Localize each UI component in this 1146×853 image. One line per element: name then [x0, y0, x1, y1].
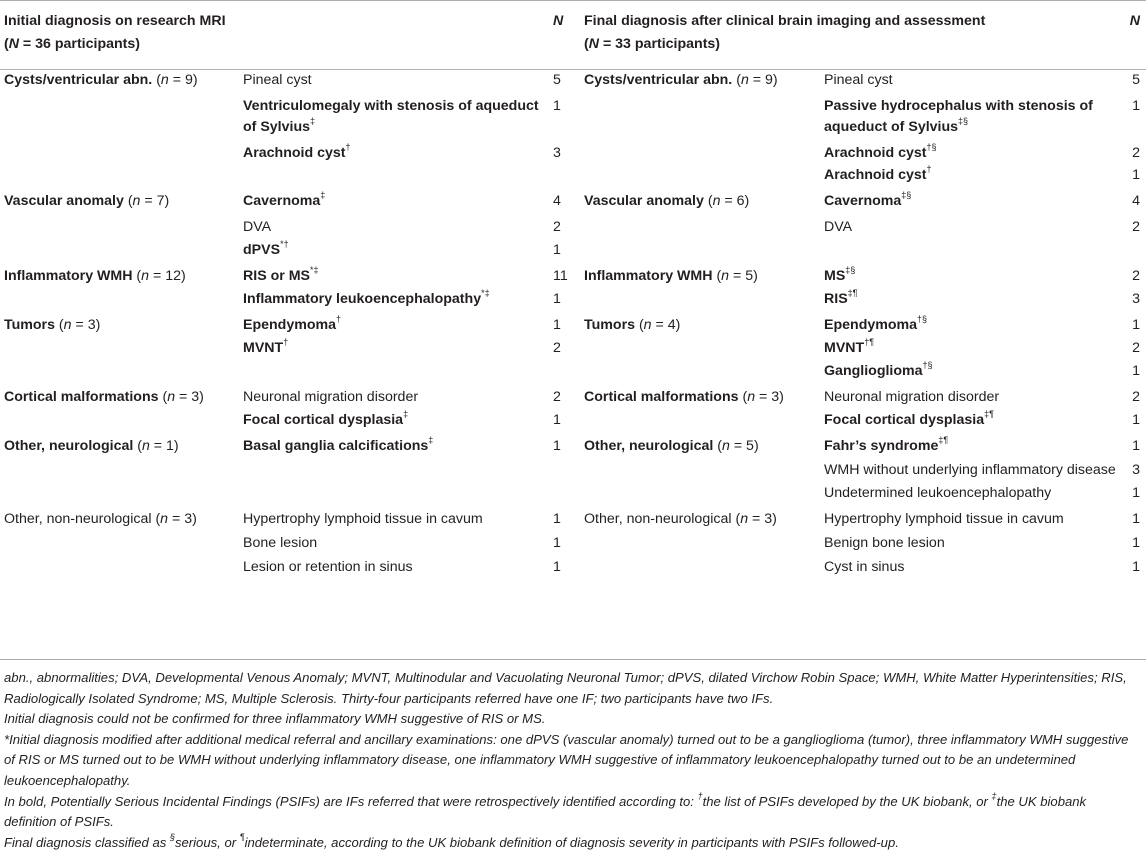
right-count-cell: 2	[1132, 268, 1141, 284]
left-category-count: 3	[87, 317, 96, 333]
right-diagnosis-cell	[824, 63, 1120, 91]
table-row	[0, 359, 1146, 382]
left-diagnosis-label: Ventriculomegaly with stenosis of aqueduct of Sylvius	[243, 98, 539, 135]
footnote-severity: Final diagnosis classified as §serious, or ¶indeterminate, according to the UK biobank definition of diagnosis severity in participants with PSIFs followed-up.	[4, 832, 899, 850]
left-diagnosis-footnote-mark: *‡	[481, 288, 490, 299]
right-diagnosis-cell	[824, 457, 1120, 481]
left-category-cell: Cysts/ventricular abn. (n = 9)	[4, 72, 198, 88]
right-diagnosis-label: Arachnoid cyst	[824, 167, 927, 183]
right-category-count: 9	[765, 72, 773, 88]
right-diagnosis-label: Benign bone lesion	[824, 535, 945, 551]
right-diagnosis-footnote-mark: ‡§	[901, 190, 912, 201]
right-diagnosis-label: Hypertrophy lymphoid tissue in cavum	[824, 511, 1064, 527]
left-category-cell	[0, 530, 243, 554]
right-category-label: Other, neurological	[584, 438, 714, 454]
left-diagnosis-footnote-mark: ‡	[310, 116, 316, 127]
right-diagnosis-cell	[824, 91, 1120, 138]
left-diagnosis-cell	[243, 63, 553, 91]
right-category-cell	[584, 164, 824, 186]
footnote-abbreviations: abn., abnormalities; DVA, Developmental Venous Anomaly; MVNT, Multinodular and Vacuolating Neuronal Tumor; dPVS, dilated Virchow Robin Space; WMH, White Matter Hyperintensities; RIS, Radiologically Isolated Syndrome; MS, Multiple Sclerosis. Thirty-four participants referred have one IF; two participants have two IFs.	[4, 670, 1127, 706]
right-diagnosis-cell	[824, 359, 1120, 382]
left-category-cell	[0, 164, 243, 186]
left-count-cell: 2	[553, 219, 561, 235]
right-diagnosis-cell	[824, 186, 1120, 212]
right-count-cell: 3	[1132, 462, 1141, 478]
left-diagnosis-label: Bone lesion	[243, 535, 318, 551]
right-diagnosis-footnote-mark: †§	[926, 142, 937, 153]
right-category-cell	[584, 336, 824, 359]
table-row	[0, 310, 1146, 336]
left-count-cell: 1	[553, 511, 561, 527]
table-row	[0, 91, 1146, 138]
left-diagnosis-label: Inflammatory leukoencephalopathy	[243, 291, 482, 307]
left-category-label: Inflammatory WMH	[4, 268, 133, 284]
right-diagnosis-cell	[824, 164, 1120, 186]
left-category-cell	[0, 481, 243, 504]
left-count-cell: 1	[553, 317, 561, 333]
right-diagnosis-cell	[824, 408, 1120, 431]
left-diagnosis-label: RIS or MS	[243, 268, 311, 284]
right-category-label: Cortical malformations	[584, 389, 739, 405]
right-diagnosis-label: Fahr’s syndrome	[824, 438, 939, 454]
right-category-label: Vascular anomaly	[584, 193, 704, 209]
table-row	[0, 212, 1146, 238]
right-count-cell: 2	[1132, 340, 1141, 356]
left-category-cell	[0, 359, 243, 382]
right-count-cell: 2	[1132, 145, 1141, 161]
left-diagnosis-footnote-mark: *‡	[310, 265, 319, 276]
left-count-cell: 5	[553, 72, 561, 88]
right-count-cell: 1	[1132, 535, 1141, 551]
left-diagnosis-footnote-mark: *†	[280, 239, 289, 250]
right-category-count: 5	[745, 268, 754, 284]
table-row	[0, 554, 1146, 578]
left-diagnosis-cell	[243, 310, 553, 336]
left-diagnosis-footnote-mark: †	[336, 314, 342, 325]
right-count-cell: 1	[1132, 559, 1141, 575]
right-header-title: Final diagnosis after clinical brain imaging and assessment (N = 33 participants)	[584, 13, 986, 52]
right-count-cell: 1	[1132, 98, 1141, 114]
right-diagnosis-label: Passive hydrocephalus with stenosis of aqueduct of Sylvius	[824, 98, 1093, 135]
table-row	[0, 63, 1146, 91]
right-category-label: Inflammatory WMH	[584, 268, 713, 284]
left-category-cell: Inflammatory WMH (n = 12)	[4, 268, 186, 284]
right-diagnosis-footnote-mark: †¶	[864, 337, 875, 348]
right-category-cell	[584, 359, 824, 382]
left-count-cell: 3	[553, 145, 561, 161]
footnote-psif: In bold, Potentially Serious Incidental Findings (PSIFs) are IFs referred that were retrospectively identified according to: †the list of PSIFs developed by the UK biobank, or ‡the UK biobank definition of PSIFs.	[4, 791, 1087, 830]
right-category-cell	[584, 138, 824, 164]
right-diagnosis-footnote-mark: †	[926, 164, 932, 175]
left-diagnosis-label: Pineal cyst	[243, 72, 312, 88]
right-category-count: 3	[764, 511, 773, 527]
right-diagnosis-footnote-mark: ‡¶	[847, 288, 858, 299]
left-category-cell: Other, neurological (n = 1)	[4, 438, 179, 454]
right-diagnosis-label: Ganglioglioma	[824, 363, 923, 379]
left-category-count: 7	[156, 193, 165, 209]
left-category-count: 1	[166, 438, 174, 454]
left-diagnosis-label: Focal cortical dysplasia	[243, 412, 404, 428]
right-diagnosis-label: Ependymoma	[824, 317, 918, 333]
right-diagnosis-label: MS	[824, 268, 846, 284]
left-diagnosis-footnote-mark: †	[283, 337, 289, 348]
right-category-count: 3	[771, 389, 780, 405]
right-diagnosis-footnote-mark: †§	[922, 360, 933, 371]
left-count-cell: 1	[553, 291, 561, 307]
left-diagnosis-label: Ependymoma	[243, 317, 337, 333]
left-diagnosis-cell	[243, 408, 553, 431]
left-diagnosis-label: Neuronal migration disorder	[243, 389, 419, 405]
right-diagnosis-label: RIS	[824, 291, 848, 307]
right-diagnosis-footnote-mark: ‡¶	[984, 409, 994, 420]
table-row	[0, 481, 1146, 504]
right-count-cell	[1120, 238, 1146, 261]
right-category-cell: Cysts/ventricular abn. (n = 9)	[584, 72, 778, 88]
right-diagnosis-cell	[824, 261, 1120, 287]
left-category-count: 3	[191, 389, 200, 405]
right-category-count: 6	[736, 193, 745, 209]
table-body	[0, 63, 1146, 578]
left-diagnosis-label: Cavernoma	[243, 193, 321, 209]
table-row	[0, 530, 1146, 554]
right-category-cell	[584, 457, 824, 481]
right-category-cell: Cortical malformations (n = 3)	[584, 389, 784, 405]
left-category-cell	[0, 238, 243, 261]
left-count-cell: 4	[553, 193, 561, 209]
left-category-cell	[0, 336, 243, 359]
table-footnotes	[4, 668, 1140, 853]
right-diagnosis-cell	[824, 382, 1120, 408]
right-diagnosis-cell	[824, 310, 1120, 336]
right-diagnosis-cell	[824, 504, 1120, 530]
right-category-cell	[584, 212, 824, 238]
footnote-modified: *Initial diagnosis modified after additional medical referral and ancillary examinations: one dPVS (vascular anomaly) turned out to be a ganglioglioma (tumor), three inflammatory WMH suggestive of RIS or MS turned out to be WMH without underlying inflammatory disease, one inflammatory WMH suggestive of inflammatory leukoencephalopathy turned out to be an undetermined leukoencephalopathy.	[4, 731, 1129, 788]
left-diagnosis-footnote-mark: ‡	[403, 409, 409, 420]
left-category-count: 9	[184, 72, 193, 88]
right-category-cell	[584, 481, 824, 504]
left-diagnosis-cell	[243, 431, 553, 457]
left-diagnosis-label: Hypertrophy lymphoid tissue in cavum	[243, 511, 483, 527]
left-category-label: Cysts/ventricular abn.	[4, 72, 153, 88]
right-category-cell	[584, 238, 824, 261]
left-category-cell	[0, 457, 243, 481]
table-row	[0, 138, 1146, 164]
left-category-count: 12	[165, 268, 181, 284]
right-diagnosis-footnote-mark: ‡§	[958, 116, 969, 127]
left-diagnosis-cell	[243, 457, 553, 481]
left-category-cell	[0, 408, 243, 431]
right-diagnosis-label: Focal cortical dysplasia	[824, 412, 985, 428]
right-count-cell: 5	[1132, 72, 1141, 88]
table-row	[0, 261, 1146, 287]
left-diagnosis-cell	[243, 336, 553, 359]
left-header-line1: Initial diagnosis on research MRI	[4, 13, 226, 29]
right-diagnosis-label: Undetermined leukoencephalopathy	[824, 485, 1052, 501]
left-count-cell	[553, 457, 584, 481]
left-count-cell: 1	[553, 98, 561, 114]
left-diagnosis-footnote-mark: ‡	[320, 190, 326, 201]
right-n-header: N	[1129, 13, 1141, 29]
table-row	[0, 382, 1146, 408]
right-category-cell	[584, 287, 824, 310]
table-row	[0, 431, 1146, 457]
left-diagnosis-cell	[243, 481, 553, 504]
table-bottom-rule	[0, 659, 1146, 660]
table-row	[0, 287, 1146, 310]
right-diagnosis-footnote-mark: †§	[917, 314, 928, 325]
right-count-cell: 1	[1132, 485, 1141, 501]
left-count-cell: 2	[553, 340, 561, 356]
left-n-header: N	[553, 13, 564, 29]
right-diagnosis-label: WMH without underlying inflammatory disease	[824, 462, 1116, 478]
right-count-cell: 2	[1132, 389, 1141, 405]
left-diagnosis-cell	[243, 287, 553, 310]
right-category-cell: Vascular anomaly (n = 6)	[584, 193, 750, 209]
left-category-cell	[0, 91, 243, 138]
right-category-cell	[584, 554, 824, 578]
left-diagnosis-cell	[243, 359, 553, 382]
table-row	[0, 457, 1146, 481]
right-diagnosis-cell	[824, 336, 1120, 359]
left-diagnosis-cell	[243, 238, 553, 261]
left-category-cell	[0, 554, 243, 578]
right-diagnosis-cell	[824, 481, 1120, 504]
left-count-cell: 1	[553, 412, 561, 428]
right-count-cell: 1	[1132, 317, 1141, 333]
right-diagnosis-cell	[824, 138, 1120, 164]
right-diagnosis-cell	[824, 530, 1120, 554]
left-diagnosis-cell	[243, 186, 553, 212]
right-diagnosis-label: MVNT	[824, 340, 865, 356]
right-count-cell: 1	[1132, 412, 1141, 428]
table-row	[0, 504, 1146, 530]
right-category-label: Cysts/ventricular abn.	[584, 72, 733, 88]
left-diagnosis-cell	[243, 212, 553, 238]
right-category-cell	[584, 408, 824, 431]
left-count-cell: 1	[553, 559, 561, 575]
table-row	[0, 336, 1146, 359]
left-diagnosis-label: Lesion or retention in sinus	[243, 559, 413, 575]
left-category-cell: Cortical malformations (n = 3)	[4, 389, 204, 405]
right-header-line1: Final diagnosis after clinical brain imaging and assessment	[584, 13, 986, 29]
right-diagnosis-cell	[824, 554, 1120, 578]
right-category-cell	[584, 91, 824, 138]
left-category-label: Cortical malformations	[4, 389, 159, 405]
left-category-label: Other, non-neurological	[4, 511, 152, 527]
right-diagnosis-label: Cavernoma	[824, 193, 902, 209]
right-category-label: Other, non-neurological	[584, 511, 732, 527]
left-diagnosis-label: Arachnoid cyst	[243, 145, 346, 161]
right-count-cell: 1	[1132, 167, 1141, 183]
left-count-cell	[553, 481, 584, 504]
right-count-cell: 4	[1132, 193, 1141, 209]
right-count-cell: 1	[1132, 511, 1141, 527]
left-category-label: Tumors	[4, 317, 55, 333]
right-count-cell: 2	[1132, 219, 1141, 235]
right-diagnosis-cell	[824, 238, 1120, 261]
left-category-label: Vascular anomaly	[4, 193, 124, 209]
right-diagnosis-label: Arachnoid cyst	[824, 145, 927, 161]
left-diagnosis-label: MVNT	[243, 340, 284, 356]
right-diagnosis-label: Pineal cyst	[824, 72, 893, 88]
right-diagnosis-label: Neuronal migration disorder	[824, 389, 1000, 405]
left-category-cell: Other, non-neurological (n = 3)	[4, 511, 197, 527]
right-diagnosis-footnote-mark: ‡§	[845, 265, 856, 276]
left-diagnosis-footnote-mark: †	[345, 142, 351, 153]
left-count-cell: 1	[553, 438, 561, 454]
left-category-cell	[0, 287, 243, 310]
left-count-cell	[553, 164, 584, 186]
left-diagnosis-cell	[243, 91, 553, 138]
right-diagnosis-label: DVA	[824, 219, 853, 235]
right-category-label: Tumors	[584, 317, 635, 333]
right-count-cell: 1	[1132, 438, 1141, 454]
left-count-cell: 1	[553, 242, 561, 258]
left-category-cell: Vascular anomaly (n = 7)	[4, 193, 170, 209]
table-row	[0, 238, 1146, 261]
left-diagnosis-label: dPVS	[243, 242, 281, 258]
right-category-cell	[584, 530, 824, 554]
left-diagnosis-cell	[243, 382, 553, 408]
right-category-count: 5	[746, 438, 754, 454]
footnote-unconfirmed: Initial diagnosis could not be confirmed for three inflammatory WMH suggestive of RIS or MS.	[4, 711, 546, 727]
left-diagnosis-cell	[243, 261, 553, 287]
left-category-cell: Tumors (n = 3)	[4, 317, 101, 333]
right-diagnosis-footnote-mark: ‡¶	[938, 435, 949, 446]
left-category-label: Other, neurological	[4, 438, 134, 454]
left-count-cell: 1	[553, 535, 561, 551]
right-diagnosis-cell	[824, 212, 1120, 238]
left-count-cell: 2	[553, 389, 561, 405]
right-category-cell: Other, non-neurological (n = 3)	[584, 511, 777, 527]
left-category-cell	[0, 212, 243, 238]
right-category-cell: Tumors (n = 4)	[584, 317, 681, 333]
right-category-cell: Other, neurological (n = 5)	[584, 438, 759, 454]
right-diagnosis-label: Cyst in sinus	[824, 559, 905, 575]
table-row	[0, 164, 1146, 186]
left-diagnosis-label: DVA	[243, 219, 272, 235]
right-category-cell: Inflammatory WMH (n = 5)	[584, 268, 758, 284]
table-row	[0, 408, 1146, 431]
left-diagnosis-footnote-mark: ‡	[428, 435, 434, 446]
left-diagnosis-cell	[243, 554, 553, 578]
right-count-cell: 1	[1132, 363, 1141, 379]
left-header-title: Initial diagnosis on research MRI (N = 36 participants)	[4, 13, 226, 52]
left-diagnosis-cell	[243, 164, 553, 186]
right-count-cell: 3	[1132, 291, 1141, 307]
left-diagnosis-cell	[243, 530, 553, 554]
left-diagnosis-cell	[243, 504, 553, 530]
left-category-count: 3	[184, 511, 193, 527]
left-count-cell	[553, 359, 584, 382]
left-count-cell: 11	[553, 268, 568, 284]
right-diagnosis-cell	[824, 287, 1120, 310]
left-diagnosis-label: Basal ganglia calcifications	[243, 438, 429, 454]
right-diagnosis-cell	[824, 431, 1120, 457]
table-row	[0, 186, 1146, 212]
right-category-count: 4	[667, 317, 676, 333]
table-header-row	[0, 0, 1146, 63]
left-category-cell	[0, 138, 243, 164]
left-diagnosis-cell	[243, 138, 553, 164]
